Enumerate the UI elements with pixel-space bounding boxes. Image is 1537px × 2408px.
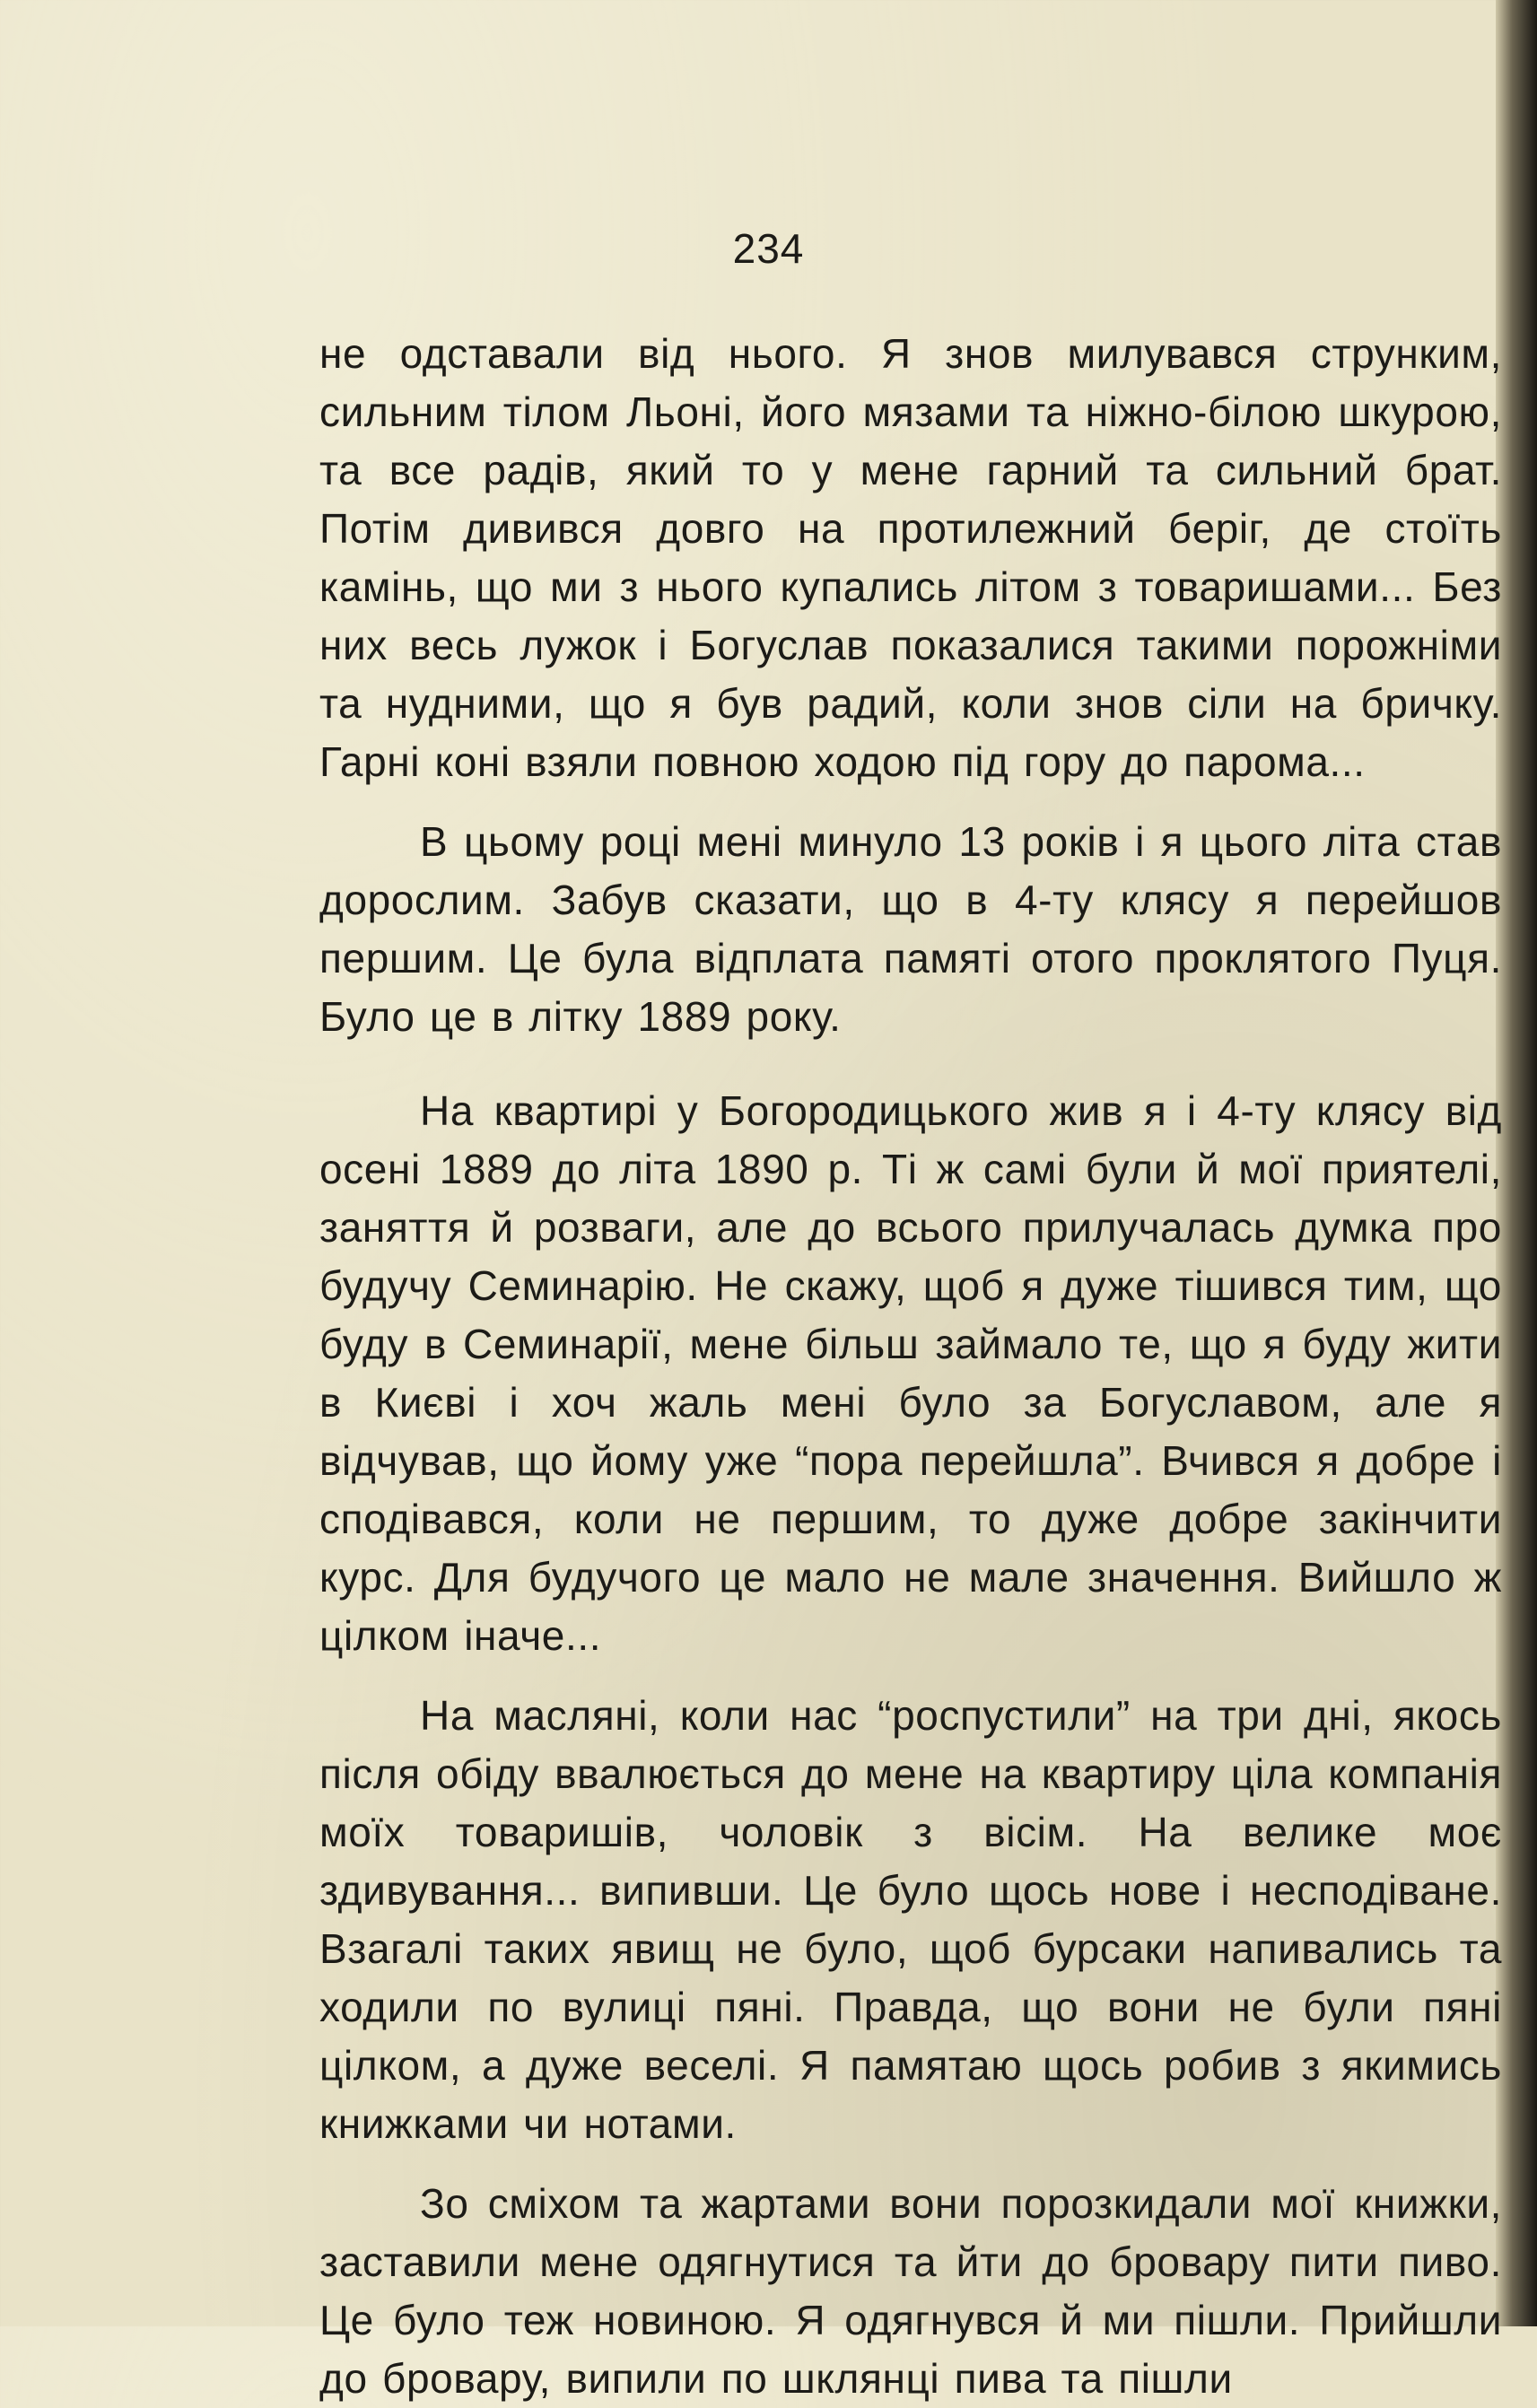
paragraph-1: не одставали від нього. Я знов милувався струнким, сильним тілом Льоні, його мязами та ніжно-білою шкурою, та все радів, який то у мене гарний та сильний брат. Потім дивився довго на протилежний беріг, де стоїть камінь, що ми з нього купались літом з товаришами... Без них весь лужок і Богуслав показалися такими порожніми та нудними, що я був радий, коли знов сіли на бричку. Гарні коні взяли повною ходою під гору до парома...: [319, 330, 1502, 785]
paragraph-5: Зо сміхом та жартами вони порозкидали мої книжки, заставили мене одягнутися та йти до бровару пити пиво. Це було теж новиною. Я одягнувся й ми пішли. Прийшли до бровару, випили по шклянці пива та пішли: [319, 2180, 1502, 2402]
page-number: 234: [732, 225, 805, 272]
paragraph-4: На масляні, коли нас “роспустили” на три дні, якось після обіду ввалюється до мене на квартиру ціла компанія моїх товаришів, чоловік з вісім. На велике моє здивування... випивши. Це було щось нове і несподіване. Взагалі таких явищ не було, щоб бурсаки напивались та ходили по вулиці пяні. Правда, що вони не були пяні цілком, а дуже веселі. Я памятаю щось робив з якимись книжками чи нотами.: [319, 1692, 1502, 2147]
page-text: [319, 325, 1502, 2408]
paragraph-3: На квартирі у Богородицького жив я і 4-ту клясу від осені 1889 до літа 1890 р. Ті ж самі були й мої приятелі, заняття й розваги, але до всього прилучалась думка про будучу Семинарію. Не скажу, щоб я дуже тішився тим, що буду в Семинарії, мене більш займало те, що я буду жити в Києві і хоч жаль мені було за Богуславом, але я відчував, що йому уже “пора перейшла”. Вчився я добре і сподівався, коли не першим, то дуже добре закінчити курс. Для будучого це мало не мале значення. Вийшло ж цілком іначе...: [319, 1087, 1502, 1659]
paragraph-2: В цьому році мені минуло 13 років і я цього літа став дорослим. Забув сказати, що в 4-ту клясу я перейшов першим. Це була відплата памяті отого проклятого Пуця. Було це в літку 1889 року.: [319, 818, 1502, 1040]
